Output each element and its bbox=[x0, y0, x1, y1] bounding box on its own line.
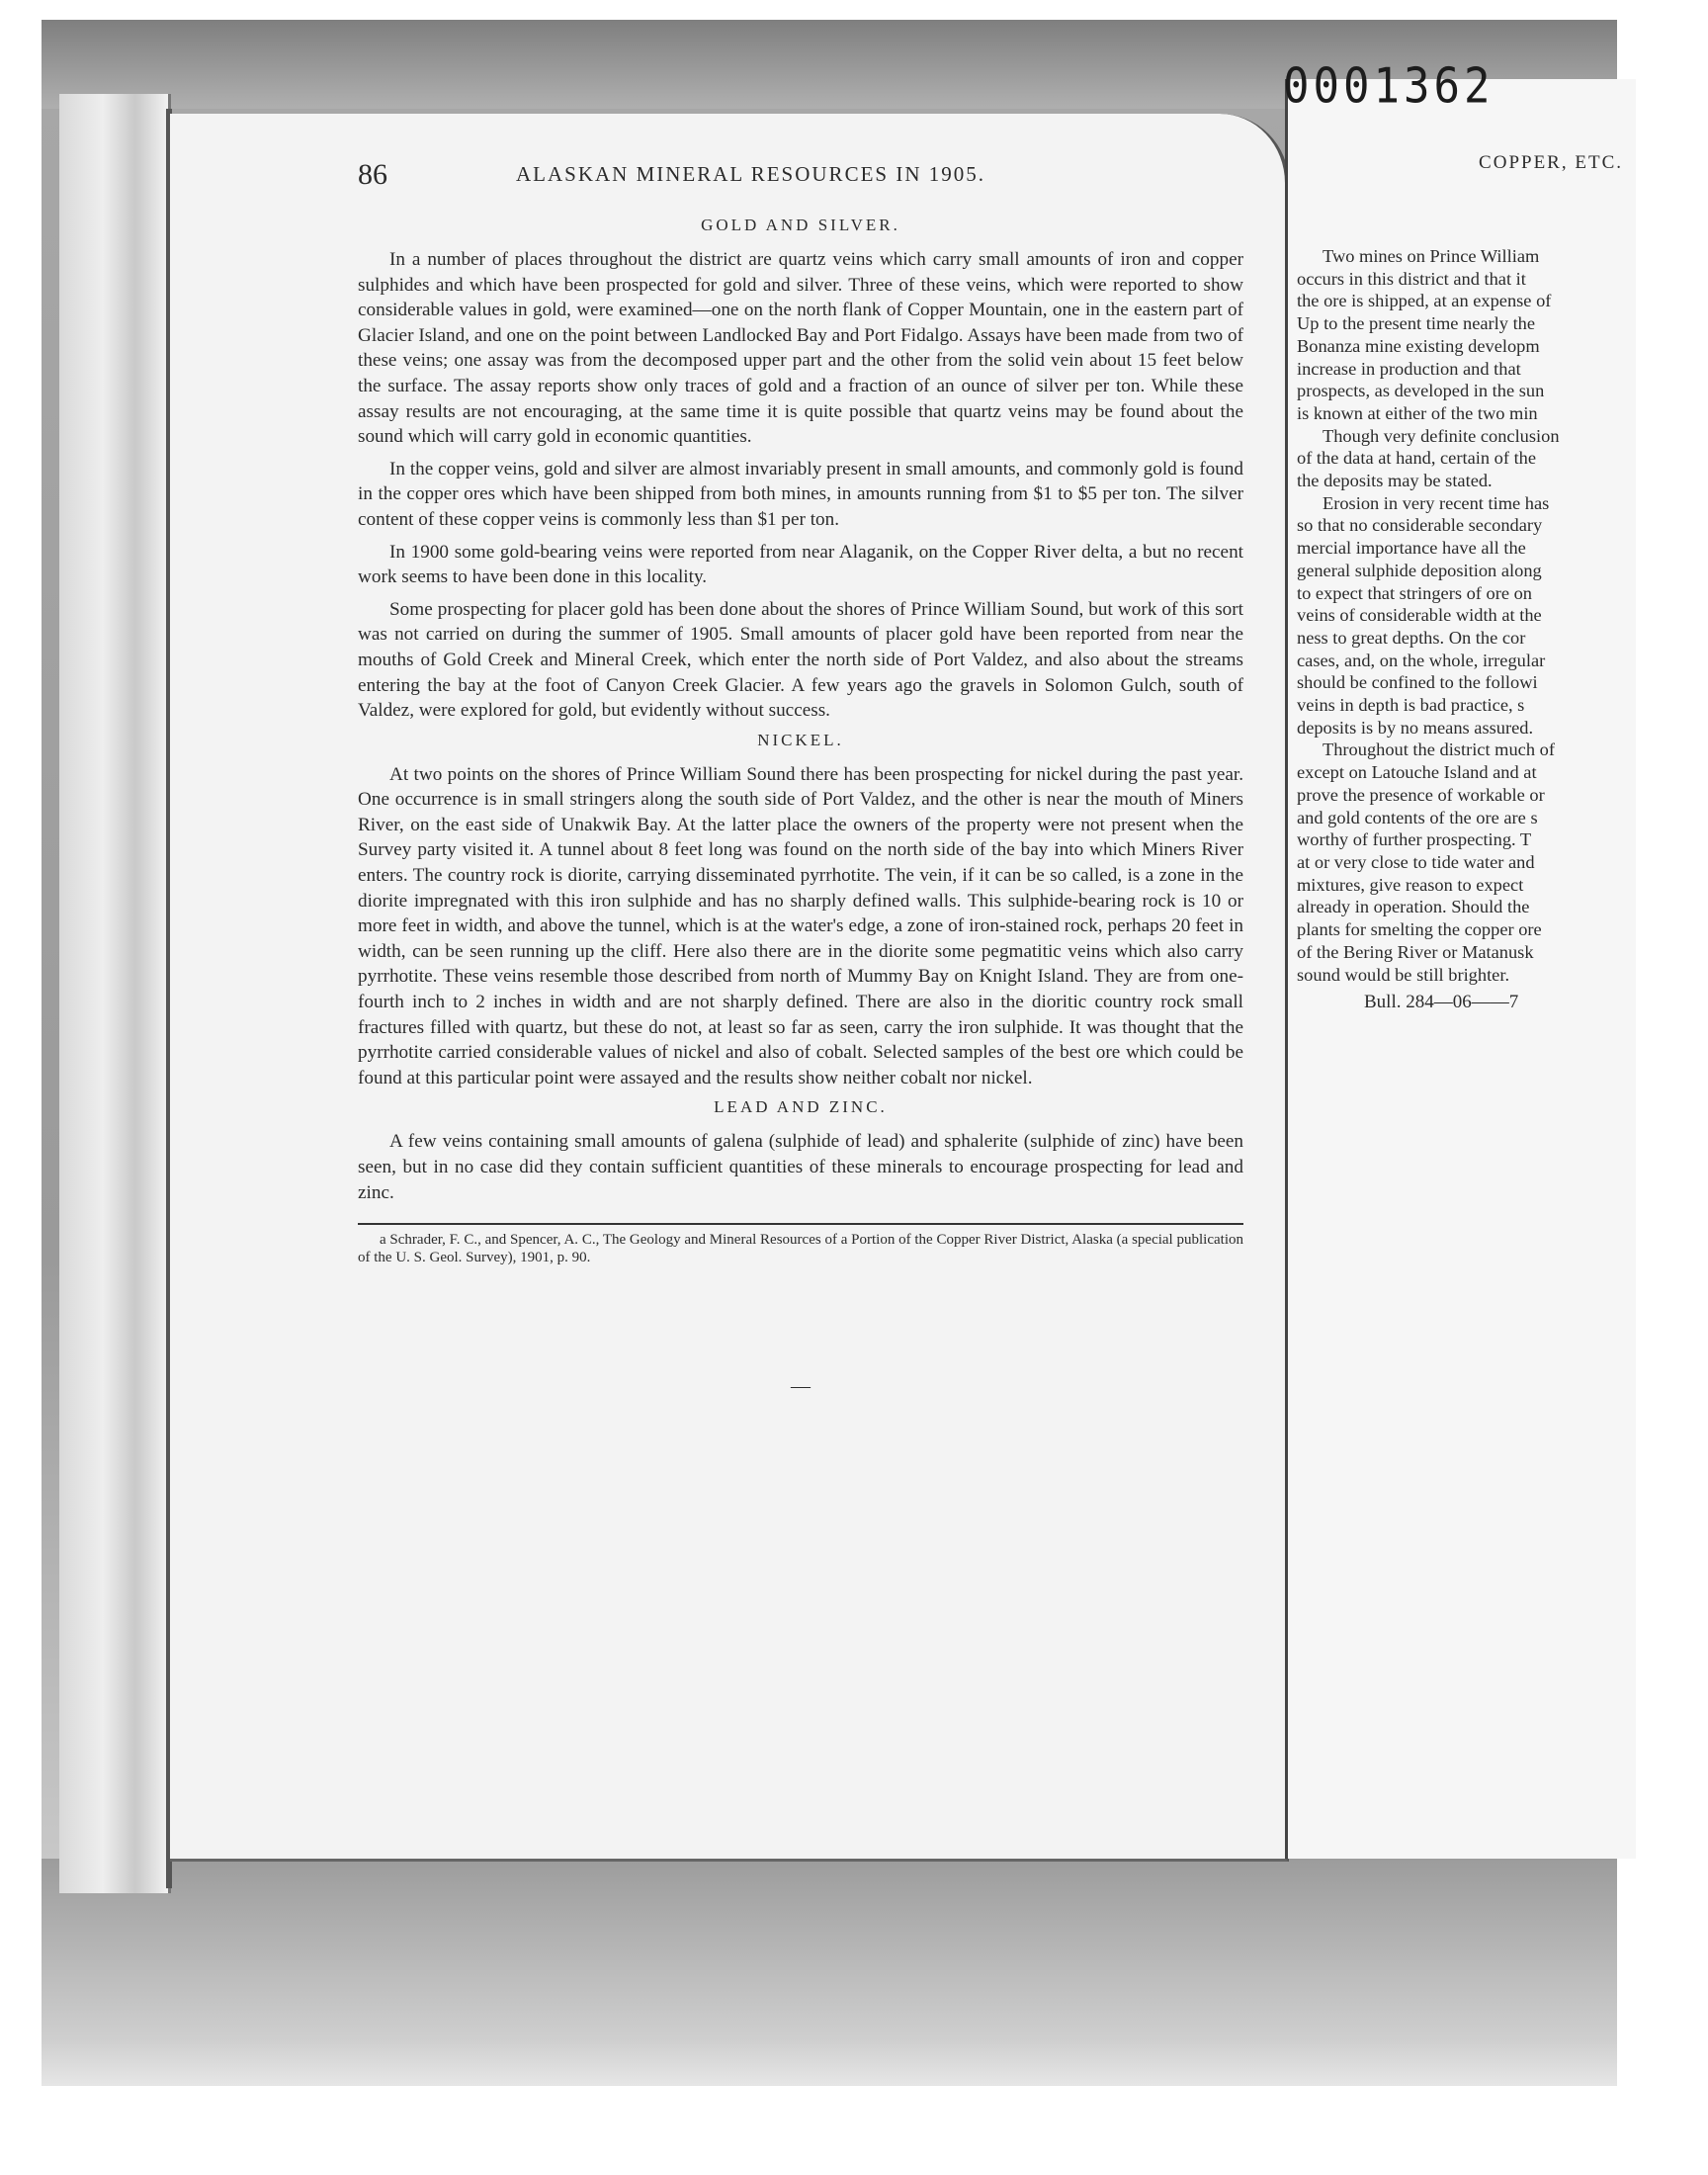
paragraph: In a number of places throughout the district are quartz veins which carry small amounts of iron and copper sulphides and which have been prospected for gold and silver. Three of these veins, which were reported to show considerable values in gold, were examined—one on the north flank of Copper Mountain, one in the eastern part of Glacier Island, and one on the point between Landlocked Bay and Port Fidalgo. Assays have been made from two of these veins; one assay was from the decomposed upper part and the other from the solid vein about 15 feet below the surface. The assay reports show only traces of gold and a fraction of an ounce of silver per ton. While these assay results are not encouraging, at the same time it is quite possible that quartz veins may be found about the sound which will carry gold in economic quantities. bbox=[358, 249, 1243, 448]
right-page-line: is known at either of the two min bbox=[1297, 402, 1538, 423]
footnote: a Schrader, F. C., and Spencer, A. C., The Geology and Mineral Resources of a Portion of the Copper River District, Alaska (a special publication of the U. S. Geol. Survey), 1901, p. 90. bbox=[358, 1232, 1243, 1266]
right-page-line: the deposits may be stated. bbox=[1297, 471, 1493, 491]
right-page-line: veins of considerable width at the bbox=[1297, 605, 1542, 626]
paragraph: In 1900 some gold-bearing veins were reported from near Alaganik, on the Copper River delta, a but no recent work seems to have been done in this locality. bbox=[358, 541, 1243, 588]
right-page-line: except on Latouche Island and at bbox=[1297, 762, 1537, 783]
right-page-line: Bonanza mine existing developm bbox=[1297, 335, 1540, 356]
footnote-rule bbox=[358, 1223, 1243, 1225]
right-page-line: mercial importance have all the bbox=[1297, 538, 1526, 559]
right-page-line: cases, and, on the whole, irregular bbox=[1297, 650, 1546, 670]
right-page-line: deposits is by no means assured. bbox=[1297, 717, 1534, 738]
running-head-title: ALASKAN MINERAL RESOURCES IN 1905. bbox=[516, 162, 985, 186]
right-page-line: ness to great depths. On the cor bbox=[1297, 627, 1526, 648]
left-page-text bbox=[358, 158, 1243, 1398]
right-page-line: plants for smelting the copper ore bbox=[1297, 919, 1542, 940]
right-page-line: Throughout the district much of bbox=[1323, 740, 1555, 760]
right-running-head: COPPER, ETC. bbox=[1479, 152, 1623, 173]
right-page-line: of the Bering River or Matanusk bbox=[1297, 941, 1534, 962]
right-page-line: veins in depth is bad practice, s bbox=[1297, 695, 1525, 716]
book-binding bbox=[59, 94, 171, 1893]
right-page-line: to expect that stringers of ore on bbox=[1297, 582, 1532, 603]
paragraph: In the copper veins, gold and silver are almost invariably present in small amounts, and commonly gold is found in the copper ores which have been shipped from both mines, in amounts running from $1 to $5 per ton. The silver content of these copper veins is commonly less than $1 per ton. bbox=[358, 458, 1243, 530]
right-page-lines bbox=[1297, 245, 1633, 986]
right-page-line: general sulphide deposition along bbox=[1297, 560, 1542, 580]
page-number: 86 bbox=[358, 158, 387, 191]
right-page-line: at or very close to tide water and bbox=[1297, 851, 1535, 872]
section-lead-zinc bbox=[358, 1097, 1243, 1205]
right-page-line: Erosion in very recent time has bbox=[1323, 492, 1550, 513]
section-gold-silver bbox=[358, 216, 1243, 724]
section-nickel bbox=[358, 731, 1243, 1091]
right-page-line: increase in production and that bbox=[1297, 358, 1521, 379]
right-page-line: sound would be still brighter. bbox=[1297, 964, 1510, 985]
right-page-line: the ore is shipped, at an expense of bbox=[1297, 291, 1552, 311]
scan-bottom-shadow bbox=[42, 1859, 1617, 2086]
page-bottom-mark: — bbox=[791, 1375, 811, 1398]
section-heading: GOLD AND SILVER. bbox=[701, 216, 900, 234]
right-page-line: prospects, as developed in the sun bbox=[1297, 381, 1545, 401]
right-page-line: prove the presence of workable or bbox=[1297, 784, 1545, 805]
right-page-line: should be confined to the followi bbox=[1297, 672, 1538, 693]
paragraph: A few veins containing small amounts of galena (sulphide of lead) and sphalerite (sulphide of zinc) have been seen, but in no case did they contain sufficient quantities of these minerals to encourage prospecting for lead and zinc. bbox=[358, 1131, 1243, 1203]
right-page-line: worthy of further prospecting. T bbox=[1297, 829, 1532, 850]
right-page-line: already in operation. Should the bbox=[1297, 897, 1530, 917]
right-page-line: so that no considerable secondary bbox=[1297, 515, 1543, 536]
right-page-line: occurs in this district and that it bbox=[1297, 268, 1526, 289]
section-heading: NICKEL. bbox=[757, 730, 844, 749]
running-head bbox=[358, 158, 1243, 198]
section-heading: LEAD AND ZINC. bbox=[714, 1097, 888, 1117]
right-page-line: mixtures, give reason to expect bbox=[1297, 874, 1524, 895]
bulletin-signature: Bull. 284—06——7 bbox=[1364, 992, 1519, 1013]
paragraph: At two points on the shores of Prince William Sound there has been prospecting for nickel during the past year. One occurrence is in small stringers along the south side of Port Valdez, and the other is near the mouth of Miners River, on the east side of Unakwik Bay. At the latter place the owners of the property were not present when the Survey party visited it. A tunnel about 8 feet long was found on the north side of the bay into which Miners River enters. The country rock is diorite, carrying disseminated pyrrhotite. The vein, if it can be so called, is a zone in the diorite impregnated with this iron sulphide and has no sharply defined walls. This sulphide-bearing rock is 10 or more feet in width, and above the tunnel, which is at the water's edge, a zone of iron-stained rock, perhaps 20 feet in width, can be seen running up the cliff. Here also there are in the diorite some pegmatitic veins which also carry pyrrhotite. These veins resemble those described from north of Mummy Bay on Knight Island. They are from one-fourth inch to 2 inches in width and are not sharply defined. There are also in the dioritic country rock small fractures filled with quartz, but these do not, at least so far as seen, carry the iron sulphide. It was thought that the pyrrhotite carried considerable values of nickel and also of cobalt. Selected samples of the best ore which could be found at this particular point were assayed and the results show neither cobalt nor nickel. bbox=[358, 763, 1243, 1088]
right-page-line: and gold contents of the ore are s bbox=[1297, 807, 1538, 827]
right-page-line: Two mines on Prince William bbox=[1323, 246, 1540, 266]
right-page-line: of the data at hand, certain of the bbox=[1297, 448, 1537, 469]
right-page-line: Up to the present time nearly the bbox=[1297, 313, 1536, 334]
paragraph: Some prospecting for placer gold has been done about the shores of Prince William Sound, but work of this sort was not carried on during the summer of 1905. Small amounts of placer gold have been reported from near the mouths of Gold Creek and Mineral Creek, which enter the north side of Port Valdez, and also about the streams entering the bay at the foot of Canyon Creek Glacier. A few years ago the gravels in Solomon Gulch, south of Valdez, were explored for gold, but evidently without success. bbox=[358, 598, 1243, 722]
right-page-line: Though very definite conclusion bbox=[1323, 425, 1560, 446]
document-stamp-number: 0001362 bbox=[1283, 57, 1494, 116]
right-page-text bbox=[1297, 152, 1633, 1013]
